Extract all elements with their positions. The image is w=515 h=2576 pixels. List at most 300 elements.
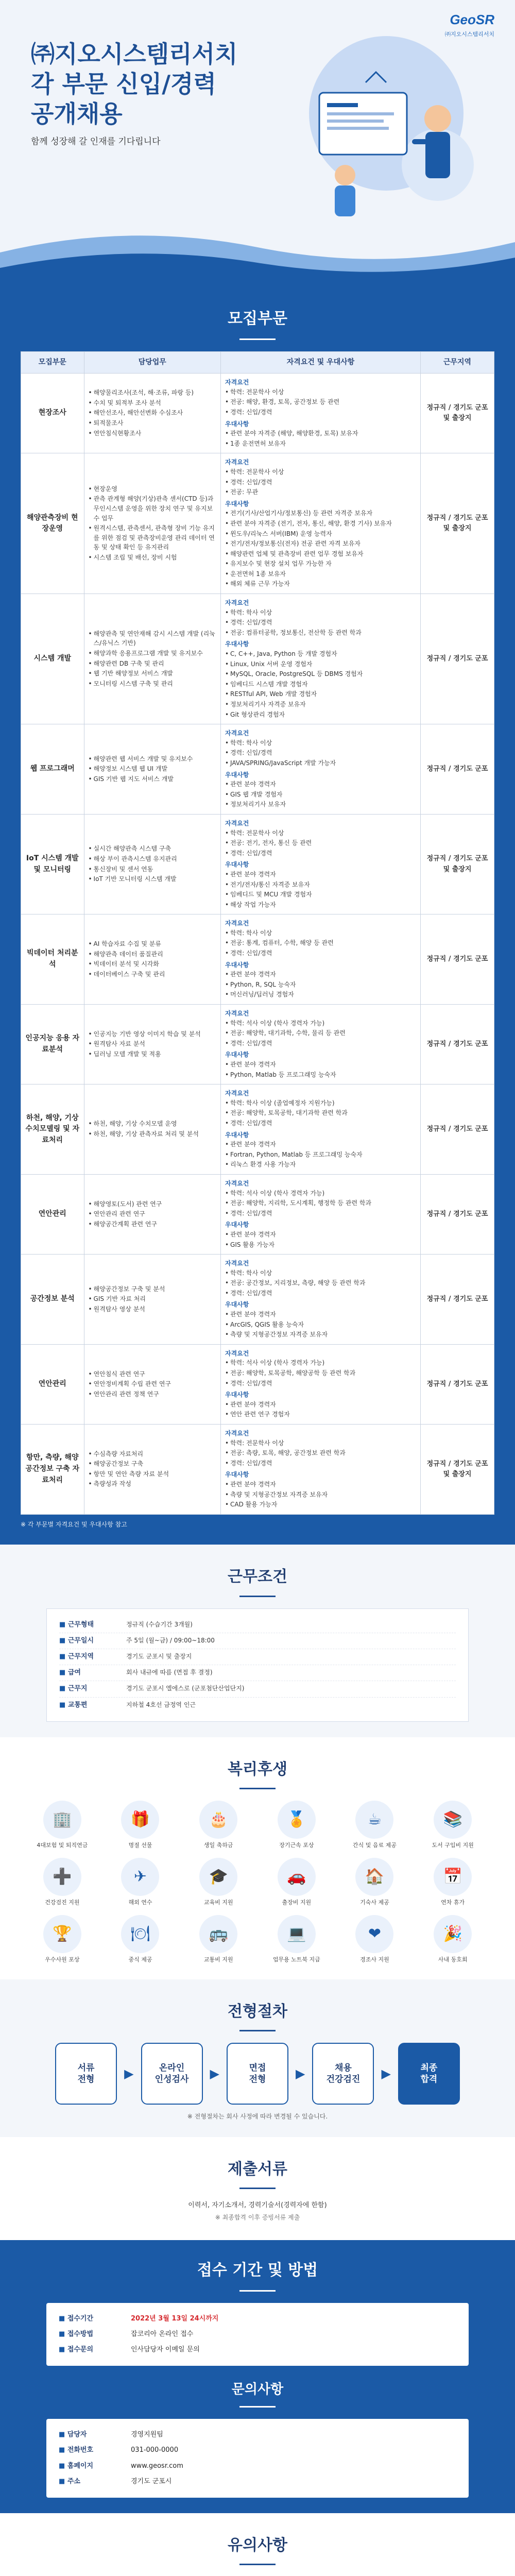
title-underline — [239, 2030, 276, 2031]
duty-item: • 모니터링 시스템 구축 및 관리 — [89, 679, 216, 689]
duty-item: • 빅데이터 분석 및 시각화 — [89, 959, 216, 969]
process-step: 면접 전형 — [227, 2043, 288, 2105]
contact-label: ■ 담당자 — [59, 2430, 131, 2440]
condition-label: ■ 근무지 — [59, 1684, 126, 1694]
welfare-item — [416, 1915, 489, 1964]
qualification-list — [225, 1098, 416, 1128]
qualification-heading: 우대사항 — [225, 420, 249, 428]
duty-item: • 수치 및 퇴적부 조사 분석 — [89, 398, 216, 408]
qualification-list — [225, 429, 416, 448]
title-underline — [239, 2188, 276, 2189]
health-icon: ➕ — [43, 1858, 81, 1896]
apply-label: ■ 접수문의 — [59, 2345, 131, 2355]
apply-box — [46, 2303, 469, 2366]
qualification-item: • 머신러닝/딥러닝 경험자 — [225, 990, 416, 999]
title-underline — [239, 1788, 276, 1789]
qualification-item: • 경력: 신입/경력 — [225, 1289, 416, 1298]
conditions-section — [0, 1545, 515, 1737]
qualification-item: • 운전면허 1종 보유자 — [225, 569, 416, 579]
contact-box — [46, 2419, 469, 2498]
qualification-cell — [221, 1174, 421, 1254]
duty-item: • 하천, 해양, 기상 수치모델 운영 — [89, 1119, 216, 1129]
qualification-item: • Python, R, SQL 능숙자 — [225, 980, 416, 990]
page-title-line1: 각 부문 신입/경력 — [31, 70, 216, 98]
header-duty: 담당업무 — [84, 351, 220, 374]
duty-item: • 항만 및 연안 측량 자료 분석 — [89, 1469, 216, 1479]
qualification-item: • 학력: 석사 이상 (학사 경력자 가능) — [225, 1189, 416, 1198]
table-row — [21, 1344, 494, 1424]
company-logo[interactable] — [445, 9, 494, 39]
duty-item: • 해양공간정보 구축 — [89, 1459, 216, 1469]
process-step: 최종 합격 — [398, 2043, 460, 2105]
qualification-item: • 1종 운전면허 보유자 — [225, 439, 416, 449]
recruit-table — [21, 351, 494, 1515]
work-location-cell: 정규직 / 경기도 군포 — [421, 1174, 494, 1254]
qualification-cell — [221, 1084, 421, 1175]
qualification-item: • 전공: 통계, 컴퓨터, 수학, 해양 등 관련 — [225, 938, 416, 948]
field-cell: 빅데이터 처리분석 — [21, 914, 84, 1005]
qualification-item: • 관련 분야 경력자 — [225, 970, 416, 979]
condition-label: ■ 교통편 — [59, 1700, 126, 1710]
qualification-item: • 관련 분야 경력자 — [225, 1140, 416, 1149]
work-location-cell: 정규직 / 경기도 군포 — [421, 1084, 494, 1175]
qualification-heading: 자격요건 — [225, 920, 249, 927]
table-row — [21, 914, 494, 1005]
qualification-list — [225, 779, 416, 809]
welfare-item — [104, 1915, 177, 1964]
process-note: ※ 전형절차는 회사 사정에 따라 변경될 수 있습니다. — [187, 2113, 328, 2121]
title-underline — [239, 2406, 276, 2408]
contact-label: ■ 홈페이지 — [59, 2461, 131, 2471]
condition-value: 지하철 4호선 금정역 인근 — [126, 1701, 196, 1708]
qualification-item: • 정보처리기사 보유자 — [225, 800, 416, 809]
qualification-list — [225, 387, 416, 417]
plane-icon: ✈ — [121, 1858, 159, 1896]
qualification-item: • 경력: 신입/경력 — [225, 849, 416, 858]
contact-row — [59, 2427, 456, 2443]
field-cell: 연안관리 — [21, 1344, 84, 1424]
qualification-list — [225, 1358, 416, 1388]
qualification-item: • 해상 작업 가능자 — [225, 900, 416, 910]
qualification-item: • 학력: 전문학사 이상 — [225, 387, 416, 397]
qualification-item: • 학력: 전문학사 이상 — [225, 1438, 416, 1448]
condition-value: 경기도 군포시 및 출장지 — [126, 1653, 192, 1660]
field-cell: 현장조사 — [21, 374, 84, 453]
duty-item: • 실시간 해양관측 시스템 구축 — [89, 844, 216, 854]
table-row — [21, 594, 494, 724]
table-row — [21, 814, 494, 914]
qualification-heading: 우대사항 — [225, 640, 249, 648]
duty-item: • IoT 기반 모니터링 시스템 개발 — [89, 874, 216, 884]
welfare-label: 기숙사 제공 — [360, 1899, 389, 1906]
qualification-item: • 관련 분야 경력자 — [225, 1230, 416, 1240]
welfare-label: 중식 제공 — [128, 1956, 152, 1963]
qualification-item: • 경력: 신입/경력 — [225, 1209, 416, 1218]
gift-icon: 🎁 — [121, 1801, 159, 1839]
qualification-item: • MySQL, Oracle, PostgreSQL 등 DBMS 경험자 — [225, 669, 416, 679]
welfare-item — [182, 1801, 255, 1850]
welfare-item — [338, 1858, 411, 1907]
condition-label: ■ 근무일시 — [59, 1636, 126, 1646]
conditions-box — [46, 1608, 469, 1722]
duty-list — [89, 1449, 216, 1489]
qualification-item: • 임베디드 시스템 개발 경험자 — [225, 680, 416, 689]
apply-value: 2022년 3월 13일 24시까지 — [131, 2314, 219, 2323]
section-title: 모집부문 — [228, 310, 287, 328]
hero-wave — [0, 211, 515, 289]
table-row — [21, 453, 494, 594]
qualification-item: • 학력: 전문학사 이상 — [225, 828, 416, 838]
duty-item: • 해안선조사, 해안선변화 수심조사 — [89, 408, 216, 418]
contact-title: 문의사항 — [231, 2381, 284, 2397]
arrow-right-icon: ▶ — [124, 2066, 134, 2081]
calendar-icon: 📅 — [434, 1858, 472, 1896]
duty-list — [89, 388, 216, 438]
duty-list — [89, 1029, 216, 1059]
field-cell: 인공지능 응용 자료분석 — [21, 1005, 84, 1084]
qualification-item: • 윈도우/리눅스 서버(IBM) 운영 능력자 — [225, 529, 416, 539]
process-steps — [0, 2043, 515, 2105]
qualification-list — [225, 1060, 416, 1079]
table-row — [21, 374, 494, 453]
welfare-item — [338, 1915, 411, 1964]
qualification-item: • 전기(기사/산업기사/정보통신) 등 관련 자격증 보유자 — [225, 509, 416, 518]
section-title: 제출서류 — [228, 2160, 287, 2178]
duty-item: • 해양관측 데이터 품질관리 — [89, 950, 216, 959]
qualification-heading: 자격요건 — [225, 459, 249, 466]
qualification-item: • 관련 분야 경력자 — [225, 1060, 416, 1070]
qualification-list — [225, 870, 416, 909]
qualification-item: • 경력: 신입/경력 — [225, 1459, 416, 1468]
qualification-heading: 자격요건 — [225, 1430, 249, 1437]
qualification-item: • 관련 분야 경력자 — [225, 870, 416, 879]
duty-item: • 연안침식현황조사 — [89, 429, 216, 438]
qualification-heading: 우대사항 — [225, 1221, 249, 1229]
qualification-list — [225, 649, 416, 719]
qualification-heading: 우대사항 — [225, 771, 249, 778]
qualification-item: • 관련 분야 경력자 — [225, 1480, 416, 1489]
duty-item: • 해양관련 DB 구축 및 관리 — [89, 659, 216, 669]
qualification-list — [225, 1140, 416, 1170]
condition-row — [59, 1649, 456, 1665]
condition-value: 경기도 군포시 엘에스로 (군포첨단산업단지) — [126, 1685, 245, 1692]
qualification-list — [225, 1019, 416, 1048]
laptop-icon: 💻 — [278, 1915, 316, 1953]
work-location-cell: 정규직 / 경기도 군포 — [421, 914, 494, 1005]
duty-cell — [84, 374, 220, 453]
qualification-item: • 관련 분야 경력자 — [225, 1400, 416, 1410]
welfare-label: 장기근속 포상 — [279, 1842, 314, 1849]
qualification-heading: 자격요건 — [225, 1260, 249, 1267]
qualification-item: • 학력: 학사 이상 — [225, 928, 416, 938]
qualification-item: • Git 형상관리 경험자 — [225, 710, 416, 720]
table-row — [21, 1084, 494, 1175]
duty-list — [89, 939, 216, 979]
duty-cell — [84, 1425, 220, 1515]
duty-cell — [84, 1005, 220, 1084]
qualification-list — [225, 1438, 416, 1468]
qualification-item: • GIS 활용 가능자 — [225, 1240, 416, 1250]
qualification-list — [225, 467, 416, 497]
qualification-item: • 측량 및 지형공간정보 자격증 보유자 — [225, 1330, 416, 1340]
contact-label: ■ 전화번호 — [59, 2445, 131, 2455]
welfare-label: 생일 축하금 — [203, 1842, 233, 1849]
duty-item: • 원격탐사 자료 분석 — [89, 1039, 216, 1049]
duty-item: • 연안관리 관련 연구 — [89, 1209, 216, 1219]
qualification-list — [225, 928, 416, 958]
table-header-row — [21, 351, 494, 374]
qualification-item: • 경력: 신입/경력 — [225, 748, 416, 758]
party-icon: 🎉 — [434, 1915, 472, 1953]
duty-item: • 하천, 해양, 기상 관측자료 처리 및 분석 — [89, 1129, 216, 1139]
qualification-item: • 해외 체류 근무 가능자 — [225, 579, 416, 589]
qualification-cell — [221, 724, 421, 815]
welfare-item — [260, 1801, 333, 1850]
duty-item: • 해양공간계획 관련 연구 — [89, 1219, 216, 1229]
qualification-cell — [221, 1005, 421, 1084]
duty-list — [89, 1369, 216, 1399]
qualification-heading: 자격요건 — [225, 730, 249, 737]
qualification-cell — [221, 374, 421, 453]
condition-label: ■ 급여 — [59, 1668, 126, 1678]
qualification-list — [225, 1480, 416, 1510]
apply-label: ■ 접수방법 — [59, 2329, 131, 2340]
qualification-item: • CAD 활용 가능자 — [225, 1500, 416, 1510]
qualification-item: • 전공: 해양, 환경, 토목, 공간정보 등 관련 — [225, 397, 416, 407]
arrow-right-icon: ▶ — [210, 2066, 219, 2081]
welfare-item — [104, 1801, 177, 1850]
bus-icon: 🚌 — [199, 1915, 237, 1953]
header-form: 근무지역 — [421, 351, 494, 374]
process-step: 서류 전형 — [55, 2043, 117, 2105]
logo-brand: GeoSR — [450, 12, 494, 27]
section-title: 전형절차 — [228, 2002, 287, 2021]
apply-value: 인사담당자 이메일 문의 — [131, 2345, 200, 2353]
condition-value: 회사 내규에 따름 (면접 후 결정) — [126, 1669, 213, 1676]
qualification-item: • 임베디드 및 MCU 개발 경험자 — [225, 890, 416, 900]
qualification-item: • 전공: 해양학, 토목공학, 해양공학 등 관련 학과 — [225, 1368, 416, 1378]
welfare-label: 간식 및 음료 제공 — [353, 1842, 397, 1849]
contact-label: ■ 주소 — [59, 2477, 131, 2487]
duty-list — [89, 844, 216, 884]
qualification-item: • 관련 분야 자격증 (전기, 전자, 통신, 해양, 환경 기사) 보유자 — [225, 519, 416, 529]
arrow-right-icon: ▶ — [381, 2066, 391, 2081]
duty-item: • 연안관리 관련 정책 연구 — [89, 1389, 216, 1399]
welfare-label: 해외 연수 — [128, 1899, 152, 1906]
qualification-heading: 자격요건 — [225, 1179, 249, 1187]
qualification-item: • 경력: 신입/경력 — [225, 1118, 416, 1128]
trophy-icon: 🏆 — [43, 1915, 81, 1953]
duty-item: • 퇴적물조사 — [89, 418, 216, 428]
work-location-cell: 정규직 / 경기도 군포 — [421, 594, 494, 724]
duty-item: • 해양정보 시스템 웹 UI 개발 — [89, 764, 216, 774]
duty-item: • GIS 기반 자료 처리 — [89, 1294, 216, 1304]
qualification-item: • 정보처리기사 자격증 보유자 — [225, 700, 416, 709]
duty-list — [89, 1284, 216, 1314]
cake-icon: 🎂 — [199, 1801, 237, 1839]
qualification-heading: 자격요건 — [225, 379, 249, 386]
qualification-item: • 학력: 전문학사 이상 — [225, 467, 416, 477]
medal-icon: 🏅 — [278, 1801, 316, 1839]
qualification-item: • 관련 분야 경력자 — [225, 779, 416, 789]
table-row — [21, 724, 494, 815]
duty-cell — [84, 453, 220, 594]
qualification-item: • 측량 및 지형공간정보 자격증 보유자 — [225, 1490, 416, 1500]
duty-item: • 시스템 조립 및 배선, 장비 시험 — [89, 553, 216, 563]
duty-item: • 연안침식 관련 연구 — [89, 1369, 216, 1379]
qualification-item: • 전공: 컴퓨터공학, 정보통신, 전산학 등 관련 학과 — [225, 628, 416, 638]
welfare-label: 경조사 지원 — [360, 1956, 389, 1963]
title-underline — [239, 2290, 276, 2292]
work-location-cell: 정규직 / 경기도 군포 및 출장지 — [421, 1425, 494, 1515]
qualification-heading: 자격요건 — [225, 819, 249, 827]
field-cell: 하천, 해양, 기상 수치모델링 및 자료처리 — [21, 1084, 84, 1175]
recruit-note: ※ 각 부문별 자격요건 및 우대사항 참고 — [21, 1520, 127, 1528]
duty-item: • 관측 관계형 해양(기상)관측 센서(CTD 등)과 무인시스템 운영을 위한 장치 연구 및 유지보수 업무 — [89, 494, 216, 523]
qualification-item: • 전공: 해양학, 대기과학, 수학, 물리 등 관련 — [225, 1028, 416, 1038]
work-location-cell: 정규직 / 경기도 군포 및 출장지 — [421, 814, 494, 914]
header-qual: 자격요건 및 우대사항 — [221, 351, 421, 374]
qualification-item: • 리눅스 환경 사용 가능자 — [225, 1160, 416, 1170]
qualification-cell — [221, 1255, 421, 1345]
slogan: 함께 성장해 갈 인재를 기다립니다 — [31, 137, 161, 147]
qualification-item: • 관련 분야 경력자 — [225, 1310, 416, 1319]
condition-value: 정규직 (수습기간 3개월) — [126, 1620, 193, 1628]
car-icon: 🚗 — [278, 1858, 316, 1896]
welfare-item — [260, 1858, 333, 1907]
duty-item: • 해양물리조사(조석, 해·조류, 파랑 등) — [89, 388, 216, 398]
field-cell: 해양관측장비 현장운영 — [21, 453, 84, 594]
qualification-cell — [221, 453, 421, 594]
duty-item: • 웹 기반 해양정보 서비스 개발 — [89, 669, 216, 679]
field-cell: 항만, 측량, 해양공간정보 구축 자료처리 — [21, 1425, 84, 1515]
qualification-item: • ArcGIS, QGIS 활용 능숙자 — [225, 1320, 416, 1330]
book-icon: 📚 — [434, 1801, 472, 1839]
contact-row — [59, 2459, 456, 2474]
qualification-heading: 우대사항 — [225, 961, 249, 969]
table-row — [21, 1425, 494, 1515]
duty-cell — [84, 1174, 220, 1254]
condition-value: 주 5일 (월~금) / 09:00~18:00 — [126, 1636, 215, 1644]
section-title: 근무조건 — [228, 1568, 287, 1586]
welfare-grid — [26, 1801, 489, 1964]
recruit-section — [0, 289, 515, 1545]
duty-list — [89, 484, 216, 563]
company-name: ㈜지오시스템리서치 — [31, 40, 238, 68]
qualification-list — [225, 1230, 416, 1249]
notice-section — [0, 2513, 515, 2576]
apply-row — [59, 2311, 456, 2327]
process-step: 온라인 인성검사 — [141, 2043, 203, 2105]
title-underline — [239, 1596, 276, 1597]
qualification-heading: 자격요건 — [225, 599, 249, 607]
qualification-item: • 학력: 석사 이상 (학사 경력자 가능) — [225, 1358, 416, 1368]
qualification-heading: 자격요건 — [225, 1010, 249, 1018]
welfare-label: 업무용 노트북 지급 — [272, 1956, 320, 1963]
qualification-item: • 경력: 신입/경력 — [225, 478, 416, 487]
duty-item: • 측량성과 작성 — [89, 1479, 216, 1489]
duty-item: • 인공지능 기반 영상 이미지 학습 및 분석 — [89, 1029, 216, 1039]
qualification-item: • 학력: 학사 이상 (졸업예정자 지원가능) — [225, 1098, 416, 1108]
qualification-item: • 경력: 신입/경력 — [225, 408, 416, 417]
docs-list: 이력서, 자기소개서, 경력기술서(경력자에 한함) — [188, 2201, 327, 2210]
qualification-list — [225, 828, 416, 858]
duty-item: • 해양관련 웹 서비스 개발 및 유지보수 — [89, 754, 216, 764]
hero-banner — [0, 0, 515, 289]
qualification-heading: 우대사항 — [225, 861, 249, 869]
qualification-item: • 학력: 학사 이상 — [225, 738, 416, 748]
welfare-item — [260, 1915, 333, 1964]
duty-item: • 해양영토(도서) 관련 연구 — [89, 1199, 216, 1209]
qualification-item: • 관련 분야 자격증 (해양, 해양환경, 토목) 보유자 — [225, 429, 416, 438]
field-cell: 웹 프로그래머 — [21, 724, 84, 815]
coffee-icon: ☕ — [355, 1801, 393, 1839]
welfare-item — [104, 1858, 177, 1907]
section-title: 접수 기간 및 방법 — [197, 2261, 318, 2280]
table-row — [21, 1005, 494, 1084]
condition-label: ■ 근무지역 — [59, 1652, 126, 1662]
building-icon: 🏢 — [43, 1801, 81, 1839]
duty-item: • 해양공간정보 구축 및 분석 — [89, 1284, 216, 1294]
qualification-item: • 전공: 공간정보, 지리정보, 측량, 해양 등 관련 학과 — [225, 1278, 416, 1288]
duty-item: • 수심측량 자료처리 — [89, 1449, 216, 1459]
duty-item: • 통신장비 및 센서 연동 — [89, 865, 216, 874]
section-title: 복리후생 — [228, 1760, 287, 1778]
qualification-heading: 자격요건 — [225, 1349, 249, 1357]
welfare-label: 도서 구입비 지원 — [432, 1842, 474, 1849]
qualification-item: • JAVA/SPRING/JavaScript 개발 가능자 — [225, 758, 416, 768]
welfare-label: 4대보험 및 퇴직연금 — [37, 1842, 88, 1849]
duty-cell — [84, 1344, 220, 1424]
duty-item: • 딥러닝 모델 개발 및 적용 — [89, 1049, 216, 1059]
duty-item: • 원격시스템, 관측센서, 관측형 장비 기능 유지를 위한 점검 및 관측장비운영 관리 데이터 연동 및 상태 확인 등 유지관리 — [89, 523, 216, 552]
qualification-item: • 경력: 신입/경력 — [225, 1039, 416, 1048]
condition-row — [59, 1617, 456, 1633]
welfare-item — [26, 1801, 99, 1850]
logo-subtitle: ㈜지오시스템리서치 — [444, 31, 494, 38]
field-cell: 시스템 개발 — [21, 594, 84, 724]
duty-cell — [84, 594, 220, 724]
qualification-list — [225, 1189, 416, 1218]
work-location-cell: 정규직 / 경기도 군포 — [421, 1344, 494, 1424]
welfare-label: 교육비 지원 — [203, 1899, 233, 1906]
qualification-list — [225, 608, 416, 638]
qualification-list — [225, 738, 416, 768]
qualification-cell — [221, 1425, 421, 1515]
hero-illustration — [288, 62, 484, 216]
arrow-right-icon: ▶ — [296, 2066, 305, 2081]
duty-cell — [84, 1255, 220, 1345]
qualification-item: • 전공: 전기, 전자, 통신 등 관련 — [225, 838, 416, 848]
title-underline — [239, 2564, 276, 2565]
duty-item: • 원격탐사 영상 분석 — [89, 1304, 216, 1314]
duty-item: • 해양과학 응용프로그램 개발 및 유지보수 — [89, 649, 216, 658]
apply-label: ■ 접수기간 — [59, 2314, 131, 2324]
qualification-list — [225, 509, 416, 589]
contact-row — [59, 2443, 456, 2458]
welfare-label: 교통비 지원 — [203, 1956, 233, 1963]
duty-item: • 해상 부이 관측시스템 유지관리 — [89, 854, 216, 864]
welfare-item — [182, 1915, 255, 1964]
condition-row — [59, 1698, 456, 1713]
docs-note: ※ 최종합격 이후 증빙서류 제출 — [215, 2214, 300, 2222]
qualification-heading: 우대사항 — [225, 500, 249, 507]
work-location-cell: 정규직 / 경기도 군포 — [421, 1005, 494, 1084]
welfare-item — [338, 1801, 411, 1850]
duty-list — [89, 1119, 216, 1139]
qualification-item: • 유지보수 및 현장 설치 업무 가능한 자 — [225, 559, 416, 569]
condition-row — [59, 1681, 456, 1697]
